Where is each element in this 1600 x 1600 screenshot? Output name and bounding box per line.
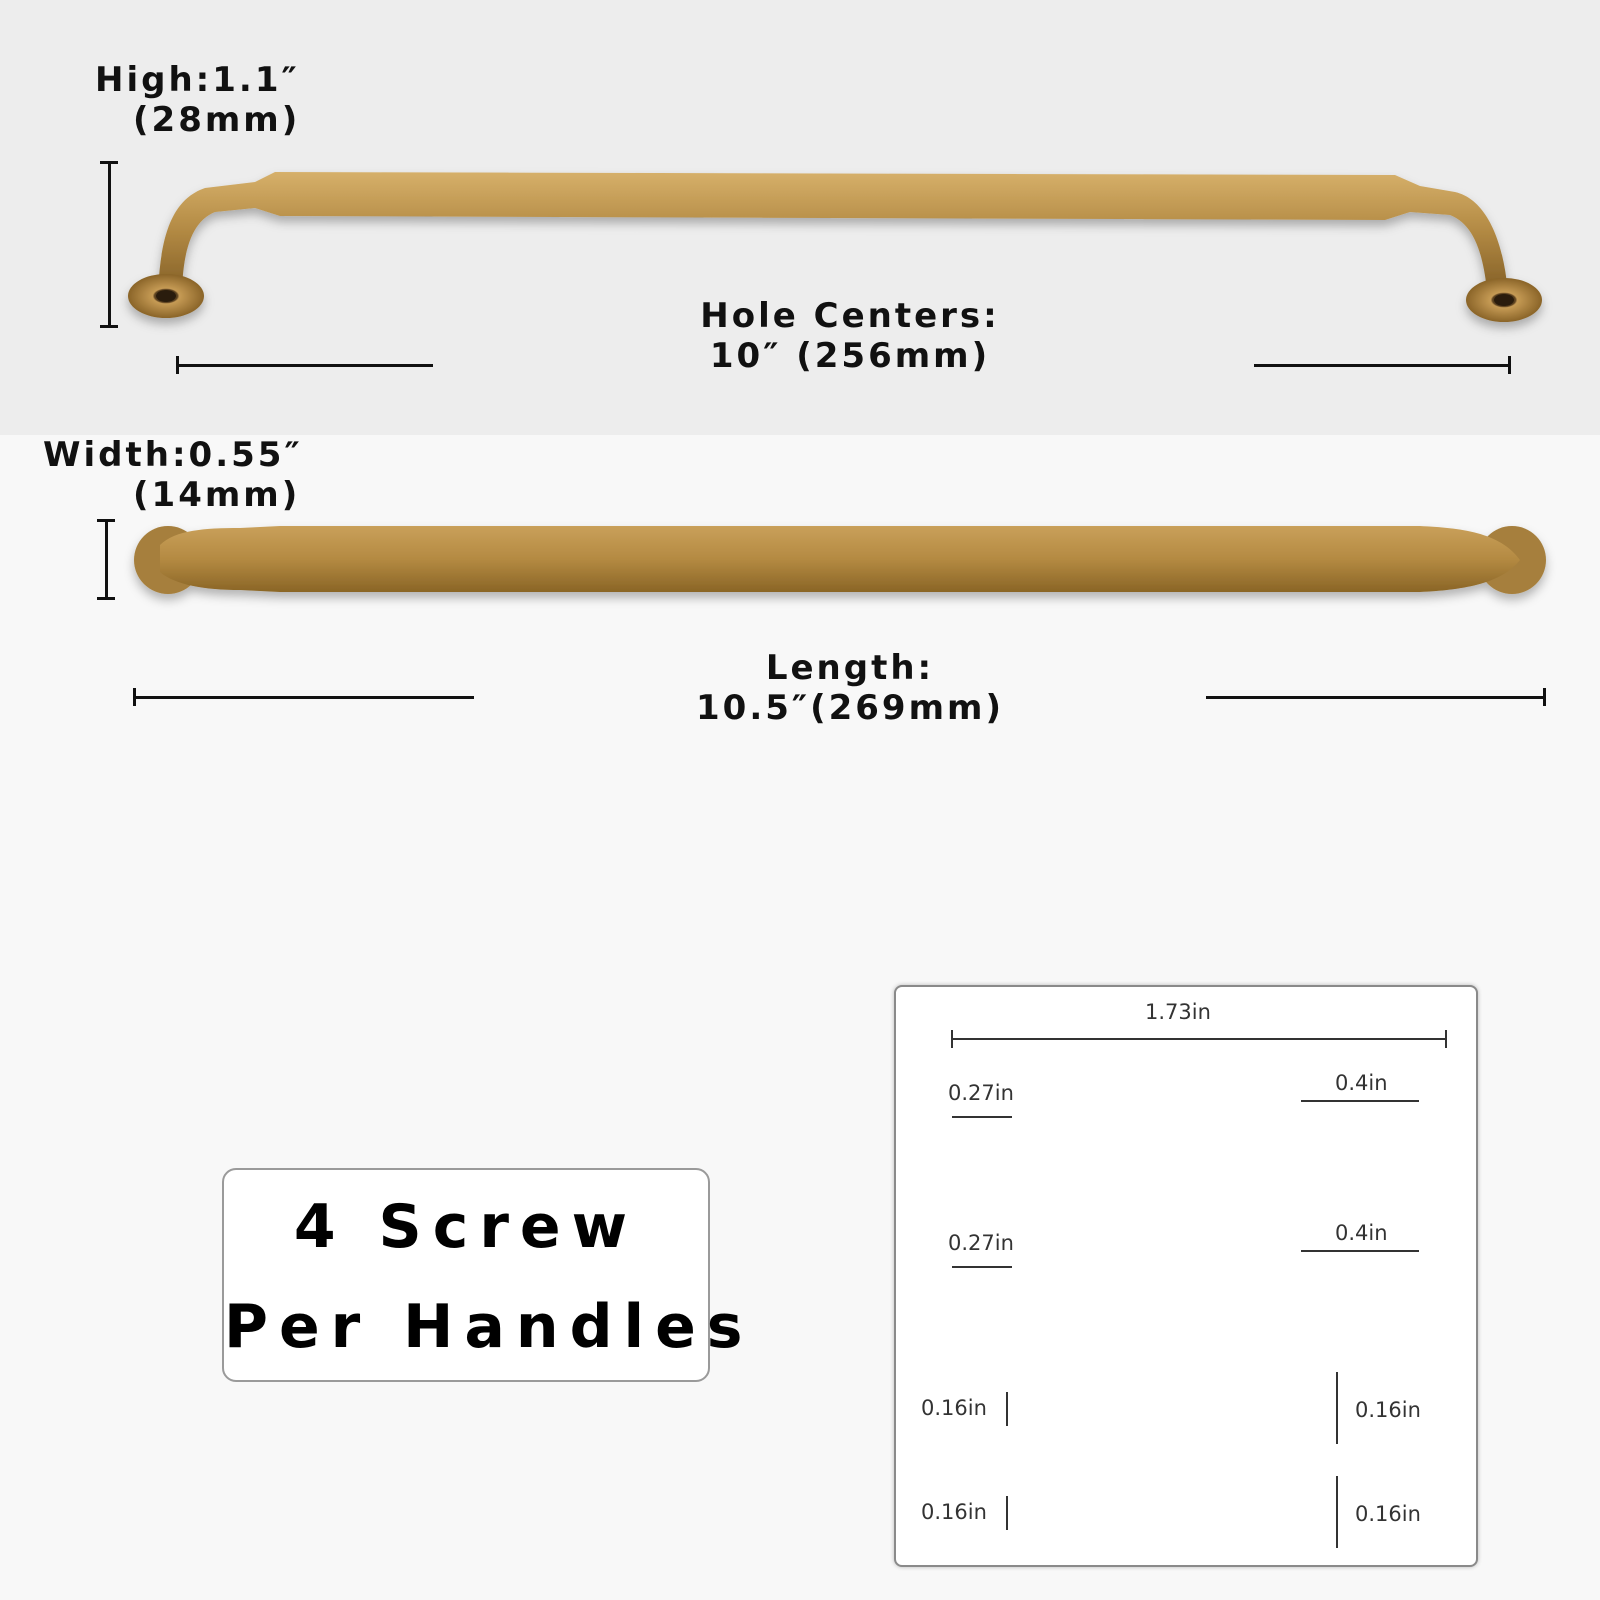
short-screw-1-left-line <box>1006 1392 1008 1426</box>
height-mm: (28mm) <box>133 100 301 140</box>
length-cap-right <box>1543 688 1546 706</box>
height-label: High:1.1″ <box>95 60 300 100</box>
long-screw-2-tip-line <box>952 1266 1012 1268</box>
long-screw-1-tip-line <box>952 1116 1012 1118</box>
height-dimension-line <box>108 162 111 327</box>
short-screw-1-right-dim: 0.16in <box>1355 1398 1421 1422</box>
height-dimension-cap-bottom <box>100 325 118 328</box>
short-screw-2-right-dim: 0.16in <box>1355 1502 1421 1526</box>
width-dimension-cap-top <box>97 519 115 522</box>
length-line-left <box>133 696 474 699</box>
long-screw-1-head-dim: 0.4in <box>1335 1071 1388 1095</box>
short-screw-1-left-dim: 0.16in <box>921 1396 987 1420</box>
hole-centers-cap-right <box>1508 356 1511 374</box>
width-mm: (14mm) <box>133 475 301 515</box>
hole-centers-line-left <box>176 364 433 367</box>
width-dimension-line <box>105 520 108 600</box>
screw-total-length: 1.73in <box>1145 1000 1211 1024</box>
handle-top-view <box>134 526 1546 594</box>
screw-total-cap-left <box>951 1030 953 1048</box>
length-cap-left <box>133 688 136 706</box>
length-label: Length: <box>765 648 935 688</box>
hole-centers-line-right <box>1254 364 1511 367</box>
short-screw-2-right-line <box>1336 1476 1338 1548</box>
long-screw-2-tip-dim: 0.27in <box>948 1231 1014 1255</box>
short-screw-2-left-line <box>1006 1496 1008 1530</box>
screw-count-line-1: 4 Screw <box>293 1192 639 1262</box>
length-value: 10.5″(269mm) <box>696 688 1004 728</box>
screw-total-length-line <box>951 1038 1447 1040</box>
screw-total-cap-right <box>1445 1030 1447 1048</box>
width-label: Width:0.55″ <box>43 435 303 475</box>
long-screw-2-head-dim: 0.4in <box>1335 1221 1388 1245</box>
screw-count-line-2: Per Handles <box>224 1292 754 1362</box>
screw-diagram-box <box>894 985 1478 1567</box>
long-screw-1-tip-dim: 0.27in <box>948 1081 1014 1105</box>
width-dimension-cap-bottom <box>97 597 115 600</box>
length-line-right <box>1206 696 1546 699</box>
height-dimension-cap-top <box>100 161 118 164</box>
short-screw-1-right-line <box>1336 1372 1338 1444</box>
long-screw-2-head-line <box>1301 1250 1419 1252</box>
long-screw-1-head-line <box>1301 1100 1419 1102</box>
hole-centers-cap-left <box>176 356 179 374</box>
short-screw-2-left-dim: 0.16in <box>921 1500 987 1524</box>
hole-centers-label: Hole Centers: <box>700 296 1000 336</box>
screw-count-box <box>222 1168 754 1382</box>
hole-centers-value: 10″ (256mm) <box>709 336 991 376</box>
